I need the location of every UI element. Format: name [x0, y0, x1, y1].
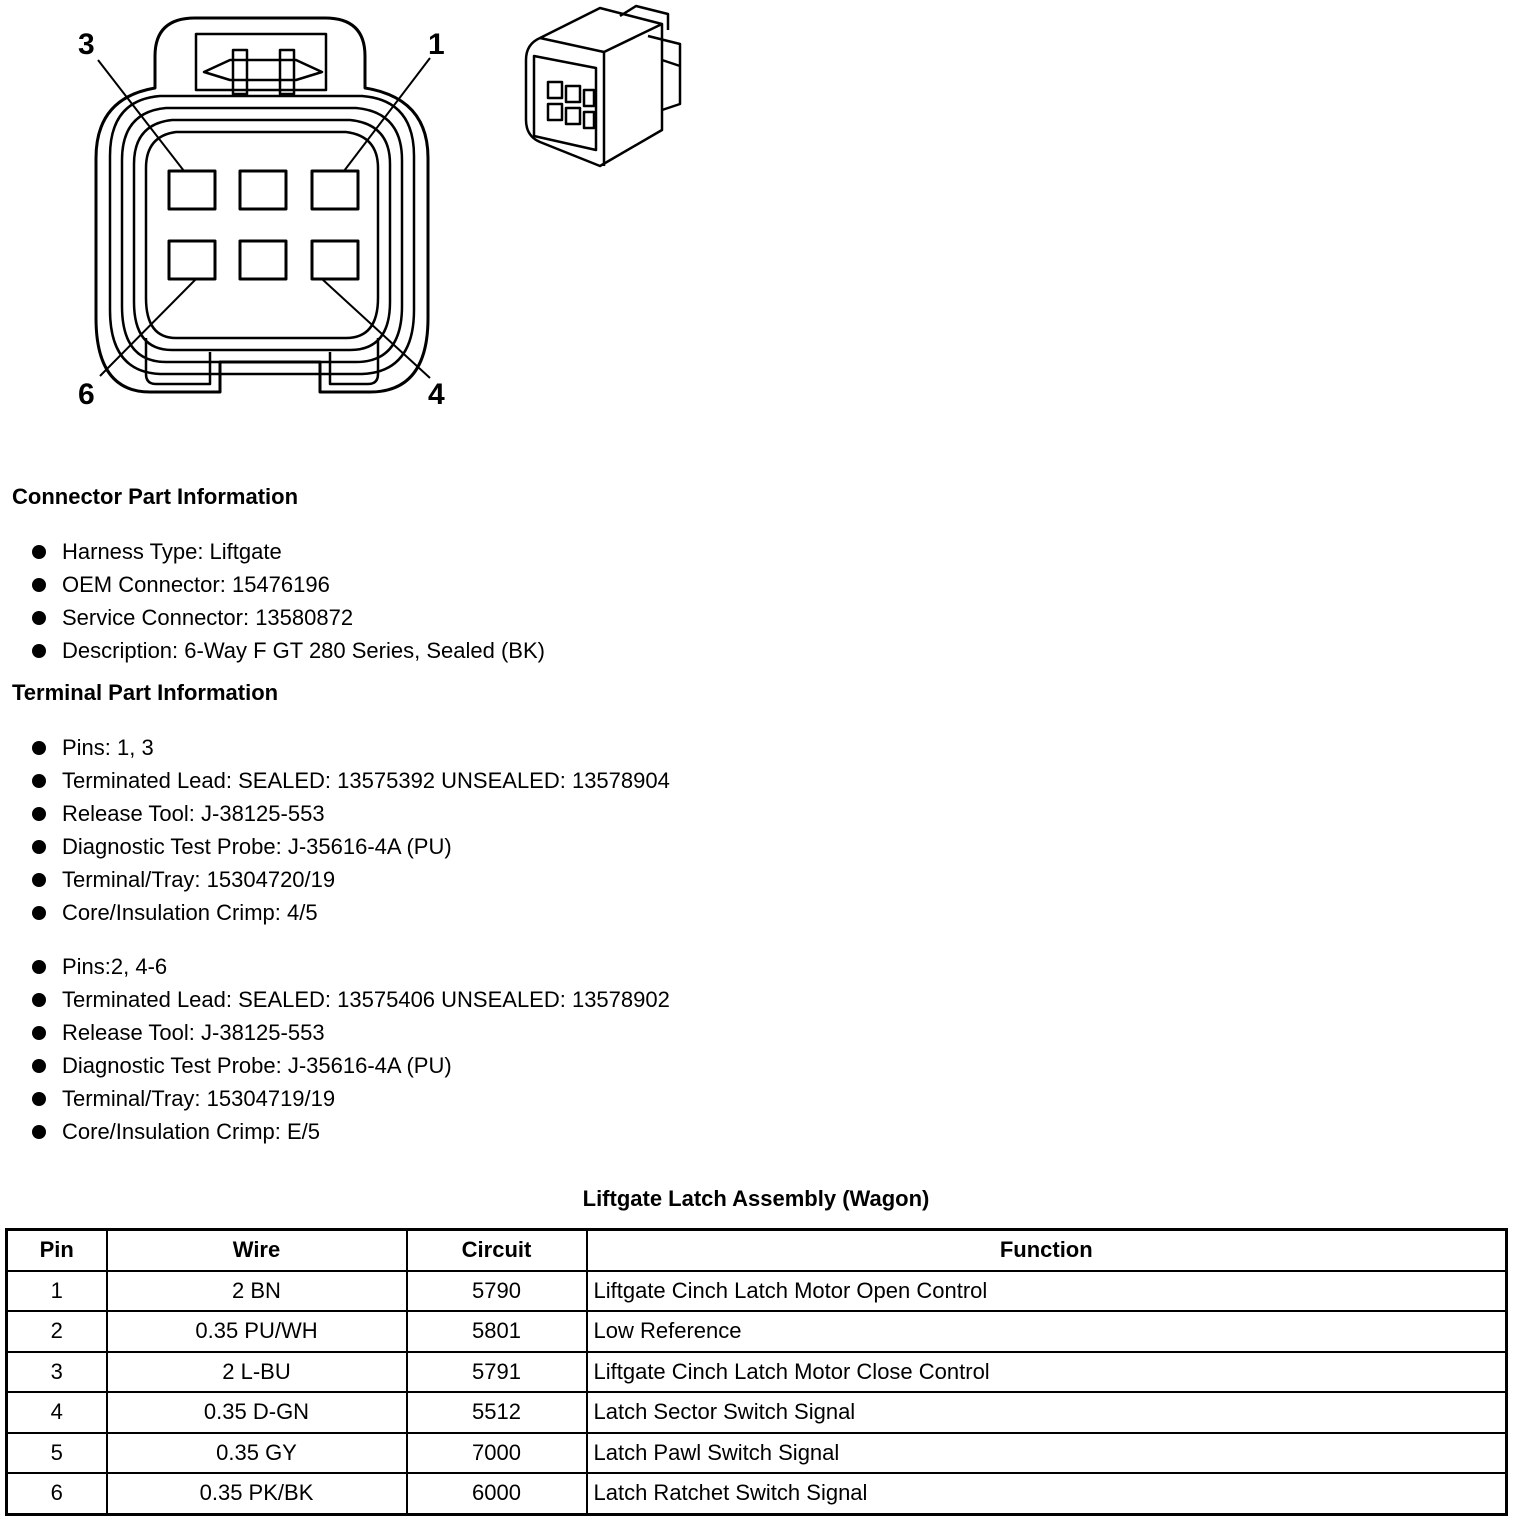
- pin-label-1: 1: [428, 28, 445, 61]
- bullet-icon: [32, 873, 46, 887]
- header-wire: Wire: [107, 1230, 407, 1271]
- bullet-icon: [32, 840, 46, 854]
- list-item: Core/Insulation Crimp: 4/5: [28, 896, 670, 929]
- cell-circuit: 5791: [407, 1352, 587, 1393]
- bullet-icon: [32, 644, 46, 658]
- cell-function: Latch Sector Switch Signal: [587, 1392, 1507, 1433]
- cell-function: Low Reference: [587, 1311, 1507, 1352]
- bullet-icon: [32, 545, 46, 559]
- cell-circuit: 6000: [407, 1473, 587, 1514]
- bullet-icon: [32, 1026, 46, 1040]
- cell-pin: 2: [7, 1311, 107, 1352]
- table-row: [7, 1473, 1507, 1514]
- cell-pin: 5: [7, 1433, 107, 1474]
- lock-post-left: [233, 50, 247, 94]
- cell-pin: 6: [7, 1473, 107, 1514]
- terminal-info-heading: Terminal Part Information: [12, 680, 279, 705]
- cell-wire: 2 BN: [107, 1271, 407, 1312]
- header-function: Function: [587, 1230, 1507, 1271]
- cell-circuit: 5801: [407, 1311, 587, 1352]
- table-row: [7, 1392, 1507, 1433]
- bullet-icon: [32, 1059, 46, 1073]
- connector-info-list: [28, 535, 545, 667]
- bullet-icon: [32, 774, 46, 788]
- cell-wire: 0.35 PK/BK: [107, 1473, 407, 1514]
- connector-diagram: [0, 0, 720, 420]
- cell-circuit: 5512: [407, 1392, 587, 1433]
- pin-label-6: 6: [78, 378, 95, 411]
- pin-cavity-6: [169, 241, 215, 279]
- cell-pin: 3: [7, 1352, 107, 1393]
- table-title: Liftgate Latch Assembly (Wagon): [582, 1186, 930, 1211]
- list-item: OEM Connector: 15476196: [28, 568, 545, 601]
- table-row: [7, 1271, 1507, 1312]
- list-item: Harness Type: Liftgate: [28, 535, 545, 568]
- header-circuit: Circuit: [407, 1230, 587, 1271]
- list-item: Terminal/Tray: 15304720/19: [28, 863, 670, 896]
- cell-wire: 0.35 D-GN: [107, 1392, 407, 1433]
- bullet-icon: [32, 807, 46, 821]
- pin-cavity-1: [312, 171, 358, 209]
- pin-cavity-2: [240, 171, 286, 209]
- cell-function: Liftgate Cinch Latch Motor Close Control: [587, 1352, 1507, 1393]
- lock-post-right: [280, 50, 294, 94]
- bullet-icon: [32, 611, 46, 625]
- bullet-icon: [32, 741, 46, 755]
- bullet-icon: [32, 1092, 46, 1106]
- pinout-table: [5, 1228, 1508, 1516]
- cell-wire: 0.35 PU/WH: [107, 1311, 407, 1352]
- seal-ring-core: [146, 132, 378, 338]
- list-item: Terminated Lead: SEALED: 13575392 UNSEALED: 13578904: [28, 764, 670, 797]
- bullet-icon: [32, 1125, 46, 1139]
- terminal-info-list-pins-2-4-6: [28, 950, 670, 1148]
- pin-cavity-3: [169, 171, 215, 209]
- lock-tab-frame: [196, 34, 326, 90]
- cell-function: Liftgate Cinch Latch Motor Open Control: [587, 1271, 1507, 1312]
- connector-iso-view: [526, 6, 680, 166]
- cell-pin: 4: [7, 1392, 107, 1433]
- list-item: Service Connector: 13580872: [28, 601, 545, 634]
- bullet-icon: [32, 993, 46, 1007]
- header-pin: Pin: [7, 1230, 107, 1271]
- list-item: Description: 6-Way F GT 280 Series, Sealed (BK): [28, 634, 545, 667]
- cell-function: Latch Ratchet Switch Signal: [587, 1473, 1507, 1514]
- cell-function: Latch Pawl Switch Signal: [587, 1433, 1507, 1474]
- table-row: [7, 1433, 1507, 1474]
- bullet-icon: [32, 906, 46, 920]
- pin-label-4: 4: [428, 378, 445, 411]
- list-item: Diagnostic Test Probe: J-35616-4A (PU): [28, 1049, 670, 1082]
- list-item: Diagnostic Test Probe: J-35616-4A (PU): [28, 830, 670, 863]
- list-item: Pins:2, 4-6: [28, 950, 670, 983]
- table-row: [7, 1311, 1507, 1352]
- bullet-icon: [32, 960, 46, 974]
- cell-circuit: 7000: [407, 1433, 587, 1474]
- table-header-row: [7, 1230, 1507, 1271]
- lock-latch: [204, 60, 322, 80]
- cell-pin: 1: [7, 1271, 107, 1312]
- pin-cavity-4: [312, 241, 358, 279]
- list-item: Core/Insulation Crimp: E/5: [28, 1115, 670, 1148]
- connector-info-heading: Connector Part Information: [12, 484, 299, 509]
- list-item: Terminated Lead: SEALED: 13575406 UNSEALED: 13578902: [28, 983, 670, 1016]
- pin-cavity-5: [240, 241, 286, 279]
- list-item: Terminal/Tray: 15304719/19: [28, 1082, 670, 1115]
- pin-label-3: 3: [78, 28, 95, 61]
- cell-wire: 2 L-BU: [107, 1352, 407, 1393]
- list-item: Release Tool: J-38125-553: [28, 1016, 670, 1049]
- list-item: Release Tool: J-38125-553: [28, 797, 670, 830]
- cell-wire: 0.35 GY: [107, 1433, 407, 1474]
- cell-circuit: 5790: [407, 1271, 587, 1312]
- table-row: [7, 1352, 1507, 1393]
- list-item: Pins: 1, 3: [28, 731, 670, 764]
- terminal-info-list-pins-1-3: [28, 731, 670, 929]
- bullet-icon: [32, 578, 46, 592]
